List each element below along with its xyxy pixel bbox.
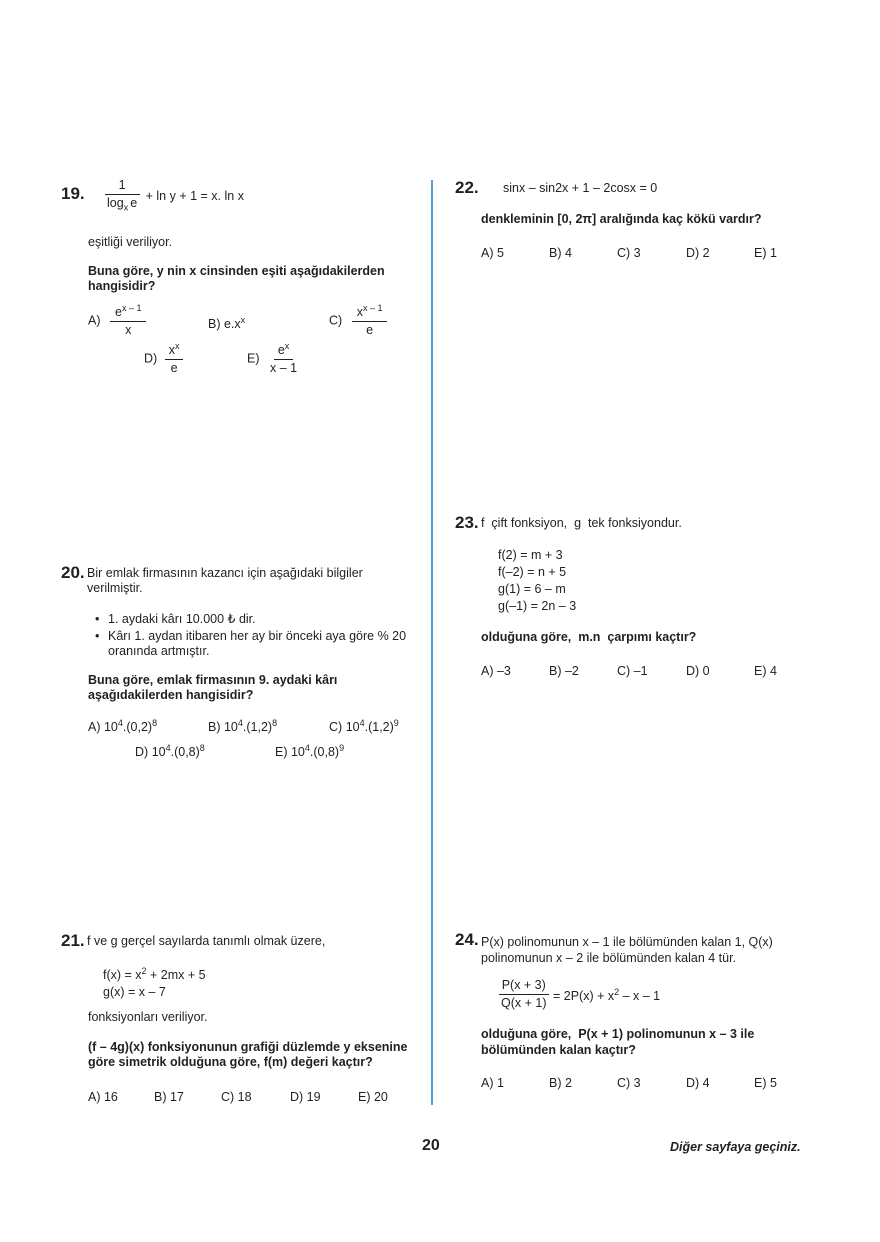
option-e[interactable]: E) 5 [754,1076,777,1090]
given-line: f(2) = m + 3 [498,548,563,562]
question-text: Buna göre, emlak firmasının 9. aydaki kârı aşağıdakilerden hangisidir? [88,673,338,702]
option-b[interactable]: B) 4 [549,246,572,260]
g-definition: g(x) = x – 7 [103,985,166,1000]
option-d[interactable]: D) 4 [686,1076,710,1090]
option-a[interactable]: A) 16 [88,1090,118,1104]
list-item: • Kârı 1. aydan itibaren her ay bir önceki aya göre % 20 oranında artmıştır. [95,629,415,659]
option-a[interactable]: A) $\frac{e^{x - 1}}{x}$ [88,303,146,338]
next-page-note: Diğer sayfaya geçiniz. [670,1140,801,1154]
option-e[interactable]: E) 1 [754,246,777,260]
option-d[interactable]: D) $\frac{x^x}{e}$ [144,341,183,376]
option-d[interactable]: D) 2 [686,246,710,260]
given-line: g(1) = 6 – m [498,582,566,596]
option-c[interactable]: C) 3 [617,246,641,260]
option-c[interactable]: C) 18 [221,1090,252,1104]
intro-text: f ve g gerçel sayılarda tanımlı olmak üzere, [87,934,326,948]
question-text: denkleminin [0, 2π] aralığında kaç kökü vardır? [481,212,762,226]
intro-text: Bir emlak firmasının kazancı için aşağıdaki bilgiler verilmiştir. [87,566,363,595]
question-text: Buna göre, y nin x cinsinden eşiti aşağıdakilerden hangisidir? [88,264,385,293]
question-text: (f – 4g)(x) fonksiyonunun grafiği düzlemde y eksenine göre simetrik olduğuna göre, f(m) değeri kaçtır? [88,1040,408,1069]
question-number: 20. [61,563,85,582]
equation: sinx – sin2x + 1 – 2cosx = 0 [503,181,658,195]
question-number: 21. [61,931,85,950]
fraction: $\frac{1}{\log_x e}$ [104,178,140,213]
equation: $\frac{1}{\log_x e}$ + ln y + 1 = x. ln x [104,178,244,213]
question-number: 23. [455,513,479,532]
option-a[interactable]: A) $10^4.(0,2)^8$ [88,718,158,735]
question-number: 19. [61,184,85,203]
question-number: 24. [455,930,479,949]
option-d[interactable]: D) 0 [686,664,710,678]
option-c[interactable]: C) $10^4.(1,2)^9$ [329,718,399,735]
option-b[interactable]: B) –2 [549,664,579,678]
option-b[interactable]: B) $e.x^x$ [208,315,246,332]
given-values [498,547,576,615]
list-item: • 1. aydaki kârı 10.000 ₺ dir. [95,612,415,627]
question-text: olduğuna göre, m.n çarpımı kaçtır? [481,630,697,644]
equation: $\frac{P(x + 3)}{Q(x + 1)}$ = $2P(x) + x^2 - x - 1$ [498,978,660,1011]
given-line: g(–1) = 2n – 3 [498,599,577,613]
f-definition: $f(x) = x^2 + 2mx + 5$ [103,966,206,983]
option-c[interactable]: C) $\frac{x^{x - 1}}{e}$ [329,303,387,338]
intro-text: P(x) polinomunun x – 1 ile bölümünden kalan 1, Q(x) polinomunun x – 2 ile bölümünden kalan 4 tür. [481,935,773,965]
option-b[interactable]: B) $10^4.(1,2)^8$ [208,718,278,735]
function-definitions [103,963,206,1001]
option-e[interactable]: E) $\frac{e^x}{x - 1}$ [247,341,298,376]
option-a[interactable]: A) –3 [481,664,511,678]
mid-text: fonksiyonları veriliyor. [88,1010,208,1024]
option-a[interactable]: A) 1 [481,1076,504,1090]
info-list [95,612,415,661]
option-c[interactable]: C) –1 [617,664,648,678]
given-line: f(–2) = n + 5 [498,565,567,579]
option-e[interactable]: E) 4 [754,664,777,678]
option-a[interactable]: A) 5 [481,246,504,260]
option-d[interactable]: D) 19 [290,1090,321,1104]
page-number: 20 [422,1137,440,1154]
question-text: olduğuna göre, P(x + 1) polinomunun x – 3 ile bölümünden kalan kaçtır? [481,1027,758,1057]
option-e[interactable]: E) 20 [358,1090,388,1104]
question-number: 22. [455,178,479,197]
intro-text: f çift fonksiyon, g tek fonksiyondur. [481,516,682,530]
option-d[interactable]: D) $10^4.(0,8)^8$ [135,743,205,760]
option-b[interactable]: B) 2 [549,1076,572,1090]
option-c[interactable]: C) 3 [617,1076,641,1090]
intro-text: eşitliği veriliyor. [88,235,173,249]
option-b[interactable]: B) 17 [154,1090,184,1104]
fraction: $\frac{P(x + 3)}{Q(x + 1)}$ [498,978,550,1011]
option-e[interactable]: E) $10^4.(0,8)^9$ [275,743,345,760]
column-divider [431,180,433,1105]
